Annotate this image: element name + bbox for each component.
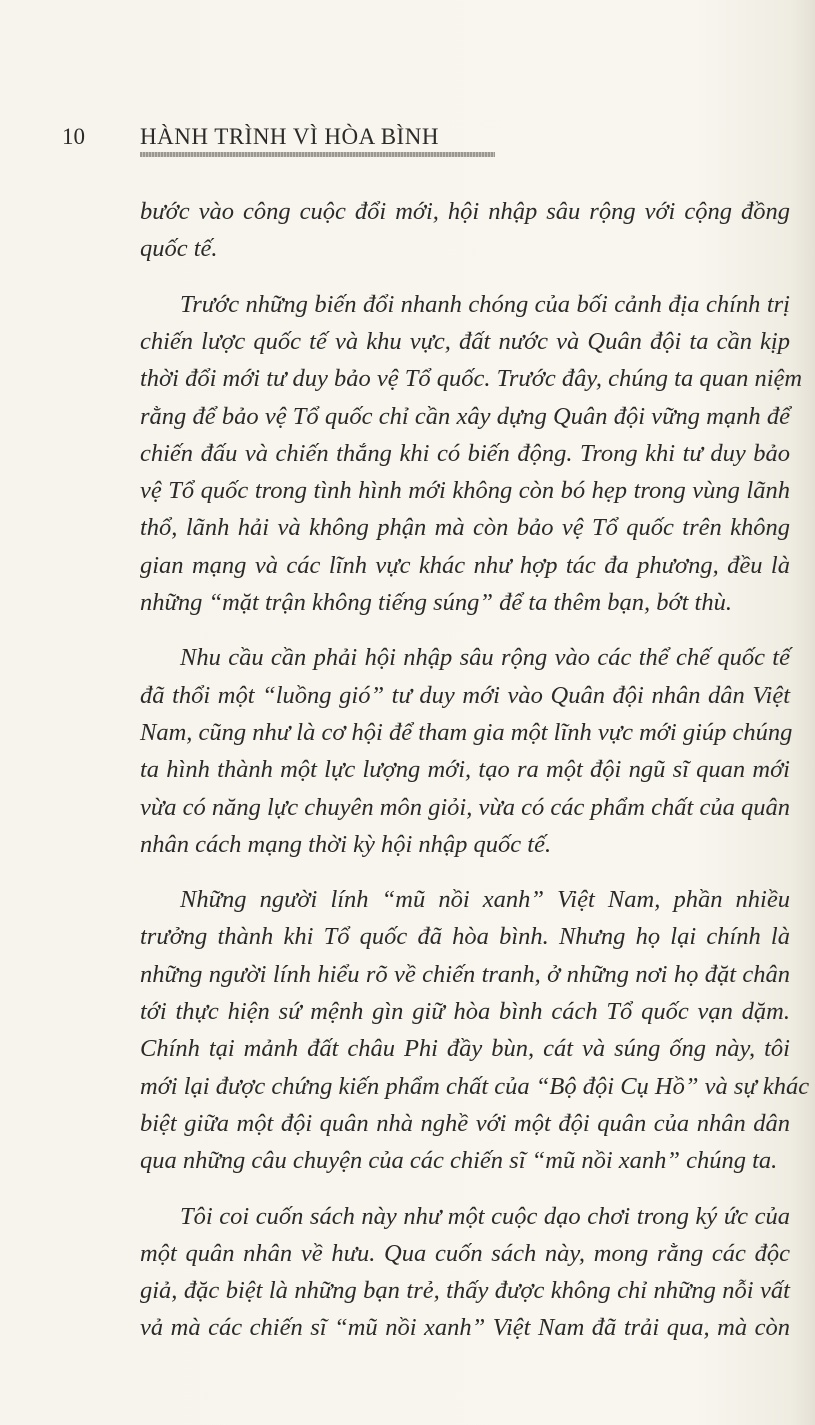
text-line: Trước những biến đổi nhanh chóng của bối cảnh địa chính trị bbox=[180, 290, 790, 318]
text-line: đã thổi một “luồng gió” tư duy mới vào Quân đội nhân dân Việt bbox=[140, 681, 790, 709]
text-line: một quân nhân về hưu. Qua cuốn sách này, mong rằng các độc bbox=[140, 1239, 790, 1267]
text-line: những “mặt trận không tiếng súng” để ta thêm bạn, bớt thù. bbox=[140, 589, 732, 616]
text-line: Nam, cũng như là cơ hội để tham gia một lĩnh vực mới giúp chúng bbox=[140, 718, 793, 746]
text-line: vệ Tổ quốc trong tình hình mới không còn bó hẹp trong vùng lãnh bbox=[140, 477, 790, 505]
text-line: Nhu cầu cần phải hội nhập sâu rộng vào các thể chế quốc tế bbox=[180, 644, 790, 672]
text-line: giả, đặc biệt là những bạn trẻ, thấy được không chỉ những nỗi vất bbox=[140, 1277, 790, 1305]
header-rule bbox=[140, 152, 495, 157]
text-line: vừa có năng lực chuyên môn giỏi, vừa có các phẩm chất của quân bbox=[140, 793, 790, 821]
text-line: gian mạng và các lĩnh vực khác như hợp tác đa phương, đều là bbox=[140, 551, 790, 579]
text-line: quốc tế. bbox=[140, 235, 218, 263]
text-line: bước vào công cuộc đổi mới, hội nhập sâu rộng với cộng đồng bbox=[140, 198, 790, 225]
text-line: Chính tại mảnh đất châu Phi đầy bùn, cát và súng ống này, tôi bbox=[140, 1035, 790, 1063]
text-line: tới thực hiện sứ mệnh gìn giữ hòa bình cách Tổ quốc vạn dặm. bbox=[140, 998, 790, 1025]
text-line: biệt giữa một đội quân nhà nghề với một đội quân của nhân dân bbox=[140, 1109, 790, 1137]
text-line: thời đổi mới tư duy bảo vệ Tổ quốc. Trước đây, chúng ta quan niệm bbox=[140, 365, 803, 393]
text-line: chiến lược quốc tế và khu vực, đất nước và Quân đội ta cần kịp bbox=[140, 327, 790, 355]
text-line: những người lính hiểu rõ về chiến tranh, ở những nơi họ đặt chân bbox=[140, 960, 790, 988]
running-title: HÀNH TRÌNH VÌ HÒA BÌNH bbox=[140, 124, 439, 149]
text-line: thổ, lãnh hải và không phận mà còn bảo vệ Tổ quốc trên không bbox=[140, 514, 790, 542]
page-number: 10 bbox=[62, 124, 85, 149]
text-line: nhân cách mạng thời kỳ hội nhập quốc tế. bbox=[140, 830, 552, 858]
text-line: Những người lính “mũ nồi xanh” Việt Nam, phần nhiều bbox=[180, 886, 790, 914]
text-line: ta hình thành một lực lượng mới, tạo ra một đội ngũ sĩ quan mới bbox=[140, 756, 790, 784]
text-line: Tôi coi cuốn sách này như một cuộc dạo chơi trong ký ức của bbox=[180, 1202, 790, 1230]
text-line: chiến đấu và chiến thắng khi có biến động. Trong khi tư duy bảo bbox=[140, 439, 790, 467]
text-line: trưởng thành khi Tổ quốc đã hòa bình. Nhưng họ lại chính là bbox=[140, 923, 790, 951]
text-line: qua những câu chuyện của các chiến sĩ “mũ nồi xanh” chúng ta. bbox=[140, 1147, 778, 1175]
text-line: mới lại được chứng kiến phẩm chất của “Bộ đội Cụ Hồ” và sự khác bbox=[140, 1072, 810, 1100]
text-line: vả mà các chiến sĩ “mũ nồi xanh” Việt Nam đã trải qua, mà còn bbox=[140, 1314, 790, 1342]
text-line: rằng để bảo vệ Tổ quốc chỉ cần xây dựng Quân đội vững mạnh để bbox=[140, 402, 790, 430]
